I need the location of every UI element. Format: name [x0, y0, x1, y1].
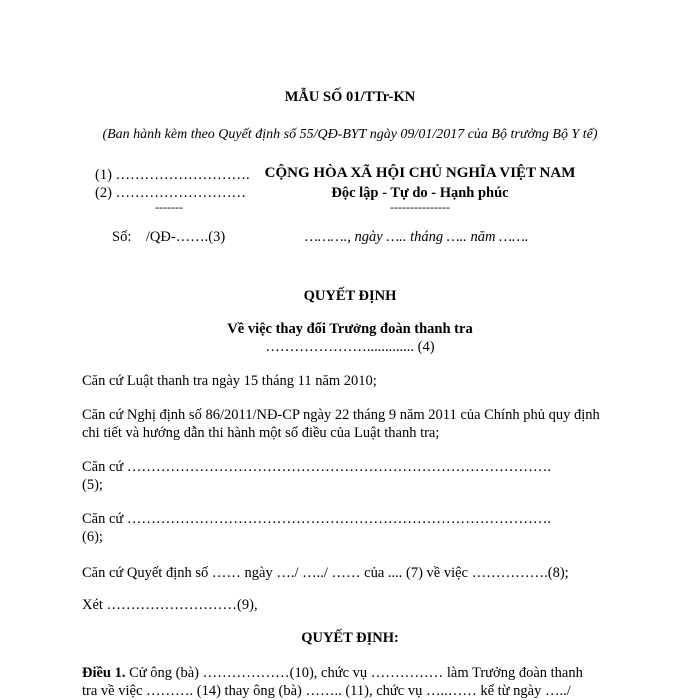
- basis-line: (5);: [82, 477, 103, 493]
- basis-line: Căn cứ Nghị định số 86/2011/NĐ-CP ngày 22 tháng 9 năm 2011 của Chính phủ quy định: [82, 407, 600, 423]
- basis-line: chi tiết và hướng dẫn thi hành một số điều của Luật thanh tra;: [82, 425, 440, 441]
- document-type: QUYẾT ĐỊNH: [303, 288, 397, 304]
- agency-line-1: (1) ……………………….: [95, 167, 250, 183]
- motto-rule: ---------------: [390, 200, 450, 214]
- article-1-line-1: [82, 664, 583, 682]
- motto: Độc lập - Tự do - Hạnh phúc: [331, 185, 509, 201]
- subject-continuation: …………………............. (4): [265, 339, 435, 355]
- basis-line: Căn cứ Luật thanh tra ngày 15 tháng 11 năm 2010;: [82, 373, 377, 389]
- agency-line-2: (2) ………………………: [95, 185, 247, 201]
- nation-name: CỘNG HÒA XÃ HỘI CHỦ NGHĨA VIỆT NAM: [264, 165, 576, 181]
- basis-line: Căn cứ …………………………………………………………………………….: [82, 459, 552, 475]
- basis-line: Xét ………………………(9),: [82, 597, 258, 613]
- agency-rule: -------: [155, 200, 183, 214]
- article-1-text: Cử ông (bà) ………………(10), chức vụ …………… làm Trưởng đoàn thanh: [125, 665, 583, 681]
- basis-line: Căn cứ Quyết định số …… ngày …./ …../ …… của .... (7) về việc …………….(8);: [82, 565, 569, 581]
- form-code: MẪU SỐ 01/TTr-KN: [284, 89, 416, 105]
- article-1-label: Điều 1.: [82, 665, 126, 681]
- article-1-line-2: tra về việc ………. (14) thay ông (bà) …….. (11), chức vụ …..…… kể từ ngày …../: [82, 683, 571, 699]
- decide-heading: QUYẾT ĐỊNH:: [301, 630, 399, 646]
- document-number: Số: /QĐ-…….(3): [112, 229, 226, 245]
- document-date: ………., ngày ….. tháng ….. năm …….: [305, 229, 529, 245]
- basis-line: (6);: [82, 529, 103, 545]
- basis-line: Căn cứ …………………………………………………………………………….: [82, 511, 552, 527]
- document-subject: Về việc thay đổi Trưởng đoàn thanh tra: [227, 321, 473, 337]
- issued-note: (Ban hành kèm theo Quyết định số 55/QĐ-BYT ngày 09/01/2017 của Bộ trưởng Bộ Y tế): [102, 127, 598, 142]
